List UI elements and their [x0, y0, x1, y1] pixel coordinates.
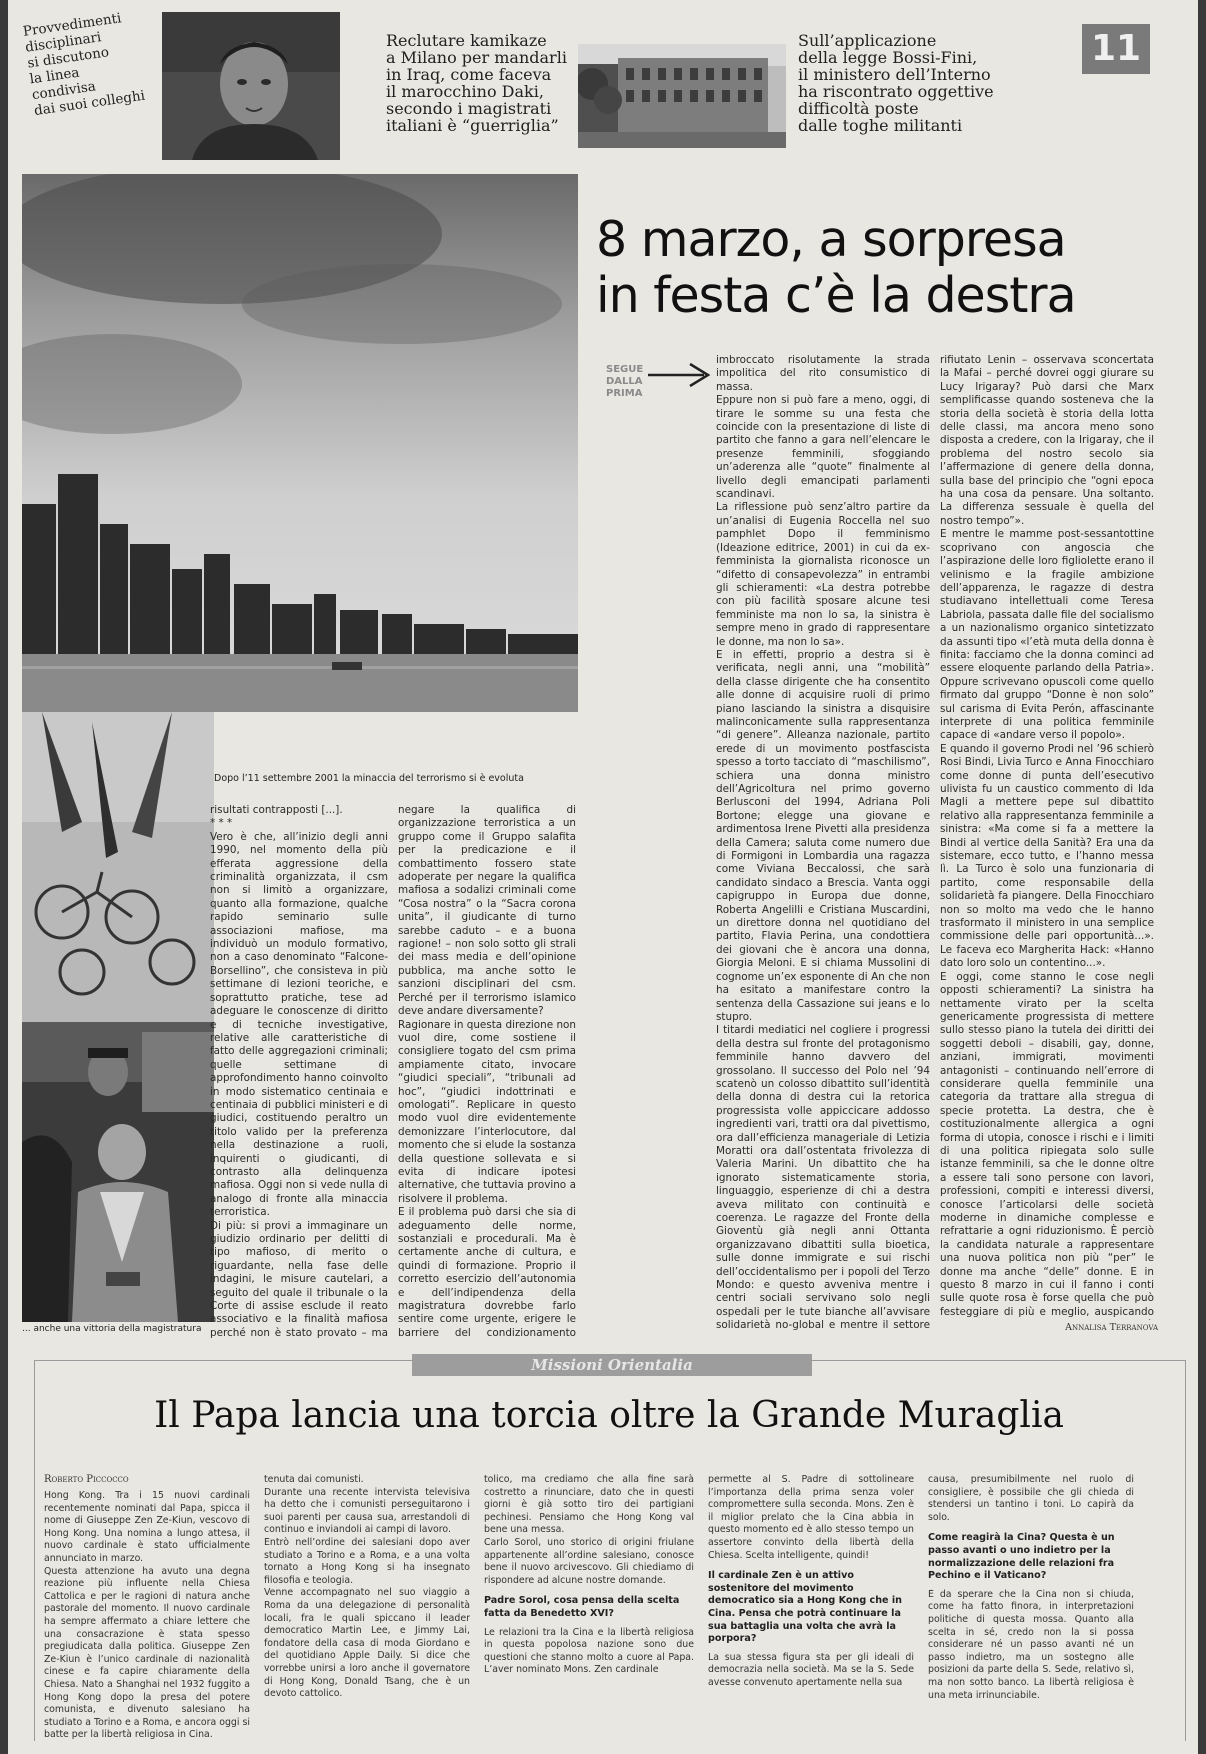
col3-intro: tolico, ma crediamo che alla fine sarà costretto a rinunciare, dato che in questi giorni è già sotto tiro dei partigiani pechinesi. Pensiamo che Hong Kong val bene una messa. Carlo Sorol, uno storico di origini friulane appartenente all’ordine salesiano, conosce bene il nuovo arcivescovo. Gli chiediamo di rispondere ad alcune nostre domande.	[484, 1474, 694, 1586]
left-column-2: negare la qualifica di organizzazione terroristica a un gruppo come il Gruppo salafita per la predicazione e il combattimento fossero state adoperate per negare la qualifica mafiosa a sodalizi criminali come “Cosa nostra” o la “Sacra corona unita”, il giudicante di turno sarebbe caduto – e a buona ragione! – non solo sotto gli strali dei mass media e dell’opinione pubblica, ma anche sotto le sanzioni disciplinari del csm. Perché per il terrorismo islamico deve andare diversamente? Ragionare in questa direzione non vuol dire, come sostiene il consigliere togato del csm prima ampiamente citato, invocare “giudici speciali”, “tribunali ad hoc”, “giudici indottrinati e omologati”. Replicare in questo modo vuol dire evidentemente demonizzare l’interlocutore, dal momento che si elude la sostanza della questione sollevata e si evita di indicare ipotesi alternative, che tuttavia provino a risolvere il problema. E il problema può darsi che sia di adeguamento delle norme, sostanziali e procedurali. Ma è certamente anche di cultura, e quindi di formazione. Proprio il corretto esercizio dell’autonomia e dell’indipendenza della magistratura dovrebbe farlo sentire come urgente, erigere le barriere del condizionamento	[398, 804, 576, 1339]
left-blurb: Provvedimenti disciplinari si discutono la linea condivisa dai suoi colleghi	[22, 10, 146, 120]
manhattan-skyline-photo	[22, 174, 578, 712]
interior-ministry-photo	[578, 44, 786, 148]
page-number: 11	[1090, 28, 1142, 69]
col5-answer: È da sperare che la Cina non si chiuda, come ha fatto finora, in interpretazioni politiche di questa mossa. Quanto alla scelta in sé, credo non la si possa considerare né un passo avanti né un passo indietro, ma un sostegno alle posizioni da parte della S. Sede, relativo sì, ma non sotto banco. La libertà religiosa è una meta irrinunciabile.	[928, 1588, 1134, 1701]
left-column-1: risultati contrapposti [...]. * * * Vero è che, all’inizio degli anni 1990, nel momento della più efferata aggressione della criminalità organizzata, il csm non si limitò a organizzare, quanto alla formazione, qualche rapido seminario sulle associazioni mafiose, ma individuò un modulo formativo, non a caso denominato “Falcone-Borsellino”, che consisteva in più settimane di lezioni teoriche, e soprattutto pratiche, tese ad adeguare le conoscenze di diritto e di tecniche investigative, relative alle caratteristiche di fatto delle aggregazioni criminali; quelle settimane di approfondimento hanno coinvolto in modo sistematico centinaia e centinaia di pubblici ministeri e di giudici, costituendo peraltro un titolo valido per la preferenza nella destinazione a ruoli, inquirenti o giudicanti, di contrasto alla delinquenza mafiosa. Oggi non si vede nulla di analogo di fronte alla minaccia terroristica. Di più: si provi a immaginare un giudizio ordinario per delitti di tipo mafioso, di merito o riguardante, nella fase delle indagini, le misure cautelari, a seguito del quale il tribunale o la Corte di assise esclude il reato associativo e la finalità mafiosa perché non è stato provato – ma	[210, 804, 388, 1339]
section-kicker-text: Missioni Orientalia	[531, 1356, 693, 1374]
article-byline: Annalisa Terranova	[1065, 1322, 1158, 1333]
section-kicker	[412, 1354, 812, 1376]
arrest-photo	[22, 1022, 214, 1322]
bottom-col-1: Hong Kong. Tra i 15 nuovi cardinali recentemente nominati dal Papa, spicca il nome di Giuseppe Zen Ze-Kiun, vescovo di Hong Kong. Una nomina a lungo attesa, il nuovo cardinale è stato ufficialmente annunciato in marzo. Questa attenzione ha avuto una degna reazione più influente nella Chiesa Cattolica e per le ragioni di natura anche pastorale del momento. Il nuovo cardinale ha sempre affermato a chiare lettere che una consacrazione è stata spesso pregiudicata dalla politica. Giuseppe Zen Ze-Kiun è l’unico cardinale di nazionalità cinese e fa capire chiaramente della Chiesa. Nato a Shanghai nel 1932 fuggito a Hong Kong dopo la presa del potere comunista, e divenuto salesiano ha studiato a Torino e a Roma, e ancora oggi si batte per la libertà religiosa in Cina.	[44, 1490, 250, 1741]
col4-answer: La sua stessa figura sta per gli ideali di democrazia nella società. Ma se la S. Sede avesse convenuto apertamente nella sua	[708, 1651, 914, 1688]
skyline-photo-caption: Dopo l’11 settembre 2001 la minaccia del terrorismo si è evoluta	[214, 773, 524, 784]
bottom-col-3	[484, 1474, 694, 1744]
continued-label: SEGUE DALLA PRIMA	[606, 364, 644, 399]
bottom-byline: Roberto Piccocco	[44, 1474, 129, 1485]
bottom-col-4	[708, 1474, 914, 1744]
page-number-badge	[1082, 24, 1150, 74]
bicycles-photo	[22, 712, 214, 1022]
bottom-headline: Il Papa lancia una torcia oltre la Grande Muraglia	[154, 1395, 1064, 1436]
daki-portrait-photo	[162, 12, 340, 160]
col4-intro: permette al S. Padre di sottolineare l’importanza della prima senza voler compromettere sulla seconda. Mons. Zen è il miglior prelato che la Cina abbia in questo momento ed è allo stesso tempo un assertore convinto della libertà della Chiesa. Scelta intelligente, quindi!	[708, 1474, 914, 1561]
main-headline: 8 marzo, a sorpresa in festa c’è la destra	[596, 211, 1076, 324]
kamikaze-teaser[interactable]: Reclutare kamikaze a Milano per mandarli in Iraq, come faceva il marocchino Daki, secondo i magistrati italiani è “guerriglia”	[386, 31, 567, 135]
col3-answer: Le relazioni tra la Cina e la libertà religiosa in questa popolosa nazione sono due questioni che stanno molto a cuore al Papa. L’aver nominato Mons. Zen cardinale	[484, 1626, 694, 1676]
col5-question: Come reagirà la Cina? Questa è un passo avanti o uno indietro per la normalizzazione delle relazioni fra Pechino e il Vaticano?	[928, 1532, 1115, 1582]
col3-question: Padre Sorol, cosa pensa della scelta fatta da Benedetto XVI?	[484, 1595, 680, 1619]
bossifini-teaser[interactable]: Sull’applicazione della legge Bossi-Fini, il ministero dell’Interno ha riscontrato oggettive difficoltà poste dalle toghe militanti	[798, 31, 994, 135]
newspaper-page	[8, 0, 1198, 1754]
arrest-photo-caption: ... anche una vittoria della magistratura	[22, 1324, 202, 1334]
col4-question: Il cardinale Zen è un attivo sostenitore del movimento democratico sia a Hong Kong che in Cina. Pensa che potrà continuare la sua battaglia una volta che avrà la porpora?	[708, 1570, 903, 1645]
continued-marker	[606, 360, 710, 416]
right-column-2: rifiutato Lenin – osservava sconcertata la Mafai – perché dovrei oggi giurare su Lucy Irigaray? Può darsi che Marx semplificasse quando sosteneva che la storia della società è storia della lotta delle classi, ma ancora meno sono disposta a credere, con la Irigaray, che il problema del nostro secolo sia l’affermazione di genere della donna, sulla base del principio che “ogni epoca ha una cosa da pensare. Una soltanto. La differenza sessuale è quella del nostro tempo”». E mentre le mamme post-sessantottine scoprivano con angoscia che l’aspirazione delle loro figliolette erano il velinismo e la fragile ambizione dell’apparenza, le ragazze di destra studiavano intellettuali come Teresa Labriola, passata dalle file del socialismo a un nazionalismo organico sintetizzato da assunti tipo «l’età muta della donna è finita: facciamo che la donna cominci ad essere eloquente parlando della Patria». Oppure scrivevano opuscoli come quello firmato dal gruppo “Donne è non solo” sul carisma di Evita Perón, affascinante interprete di una politica femminile capace di «andare verso il popolo». E quando il governo Prodi nel ’96 schierò Rosi Bindi, Livia Turco e Anna Finocchiaro come donne di punta dell’esecutivo ulivista fu un caustico commento di Ida Magli a mettere pepe sul dibattito relativo alla rappresentanza femminile a sinistra: «Ma come si fa a mettere la Bindi al vertice della Sanità? Era una da sistemare, ecco tutto, e l’hanno messa lì. La Turco è solo una funzionaria di partito, come responsabile della solidarietà fa piangere. Della Finocchiaro non so molto ma vedo che le hanno trasformato il ministero in una semplice commissione delle pari opportunità...». Le faceva eco Margherita Hack: «Hanno dato loro solo un contentino...». E oggi, come stanno le cose negli opposti schieramenti? La sinistra ha nettamente virato per la scelta genericamente progressista di mettere sullo stesso piano la tutela dei diritti dei soggetti deboli – disabili, gay, donne, anziani, immigrati, movimenti antagonisti – continuando nell’errore di considerare quella femminile una categoria da trattare alla stregua di specie protetta. La destra, che è costituzionalmente allergica a ogni forma di utopia, conosce i rischi e i limiti di una politica ripiegata solo sulle istanze femminili, sa che le donne oltre a essere tali sono persone con lavori, professioni, compiti e interessi diversi, conosce l’articolarsi delle società moderne in dinamiche complesse e refrattarie a ogni riduzionismo. È perciò la candidata naturale a rappresentare una nuova politica non più “per” le donne ma anche “delle” donne. E in questo 8 marzo in cui il fanno i conti sulle quote rosa è forse quella che può festeggiare di più e meglio, auspicando	[940, 354, 1154, 1318]
bottom-col-5	[928, 1474, 1134, 1744]
arrow-right-icon	[646, 360, 712, 390]
bottom-col-2: tenuta dai comunisti. Durante una recente intervista televisiva ha detto che i comunisti perseguitarono i suoi parenti per causa sua, arrestandoli di continuo e inviandoli ai campi di lavoro. Entrò nell’ordine dei salesiani dopo aver studiato a Torino e a Roma, e a una volta tornato a Hong Kong si ha insegnato filosofia e teologia. Venne accompagnato nel suo viaggio a Roma da una delegazione di personalità locali, fra le quali spiccano il leader democratico Martin Lee, e Jimmy Lai, fondatore della casa di moda Giordano e del quotidiano Apple Daily. Si dice che vorrebbe unirsi a loro anche il governatore di Hong Kong, Donald Tsang, che è un devoto cattolico.	[264, 1474, 470, 1700]
right-column-1: imbroccato risolutamente la strada impolitica del rito consumistico di massa. Eppure non si può fare a meno, oggi, di tirare le somme su una festa che coincide con la presentazione di liste di partito che fanno a gara nell’elencare le presenze femminili, sfoggiando un’aderenza alle “quote” finalmente al livello degli emancipati parlamenti scandinavi. La riflessione può senz’altro partire da un’analisi di Eugenia Roccella nel suo pamphlet Dopo il femminismo (Ideazione editrice, 2001) in cui da ex-femminista la giornalista riconosce un “difetto di consapevolezza” in entrambi gli schieramenti: «La destra potrebbe con più facilità sposare alcune tesi femministe ma non lo sa, la sinistra è sempre meno in grado di rappresentare le donne, ma non lo sa». E in effetti, proprio a destra si è verificata, negli anni, una “mobilità” della classe dirigente che ha consentito alle donne di acquisire ruoli di primo piano lasciando la sinistra a disquisire malinconicamente sulla rappresentanza “di genere”. Alleanza nazionale, partito erede di un movimento postfascista spesso a torto tacciato di “maschilismo”, schiera una donna ministro dell’Agricoltura nel primo governo Berlusconi del 1994, Adriana Poli Bortone; elegge una giovane e ardimentosa Irene Pivetti alla presidenza della Camera; saluta come numero due di Formigoni in Lombardia una ragazza come Viviana Beccalossi, che sarà candidato sindaco a Brescia. Vanta oggi capigruppo in Europa due donne, Roberta Angelilli e Cristiana Muscardini, un direttore donna nel quotidiano del partito, Flavia Perina, una condottiera dei giovani che è ancora una donna, Giorgia Meloni. E si chiama Mussolini di cognome un’ex esponente di An che non ha esitato a manifestare contro la sentenza della Cassazione sui jeans e lo stupro. I titardi mediatici nel cogliere i progressi della destra sul fronte del protagonismo femminile hanno davvero del grossolano. Il successo del Polo nel ’94 scatenò un colosso dibattito sull’identità della donna di destra cui la retorica progressista volle appiccicare addosso ingredienti vari, tratti ora dal pivettismo, ora dall’efficienza manageriale di Letizia Moratti ora dall’ostentata frivolezza di Valeria Marini. Un dibattito che ha ignorato sistematicamente storia, linguaggio, esperienze di chi a destra aveva militato con continuità e coerenza. Le ragazze del Fronte della Gioventù già negli anni Ottanta organizzavano dibattiti sulla bioetica, sulle donne immigrate e sui rischi dell’occidentalismo per i popoli del Terzo Mondo: e questo avveniva mentre i centri sociali servivano solo negli ospedali per le tute bianche all’avvisare solidarietà no-global e mentre il settore	[716, 354, 930, 1332]
col5-intro: causa, presumibilmente nel ruolo di consigliere, è possibile che gli chieda di stendersi un tantino i toni. Lo capirà da solo.	[928, 1474, 1134, 1523]
